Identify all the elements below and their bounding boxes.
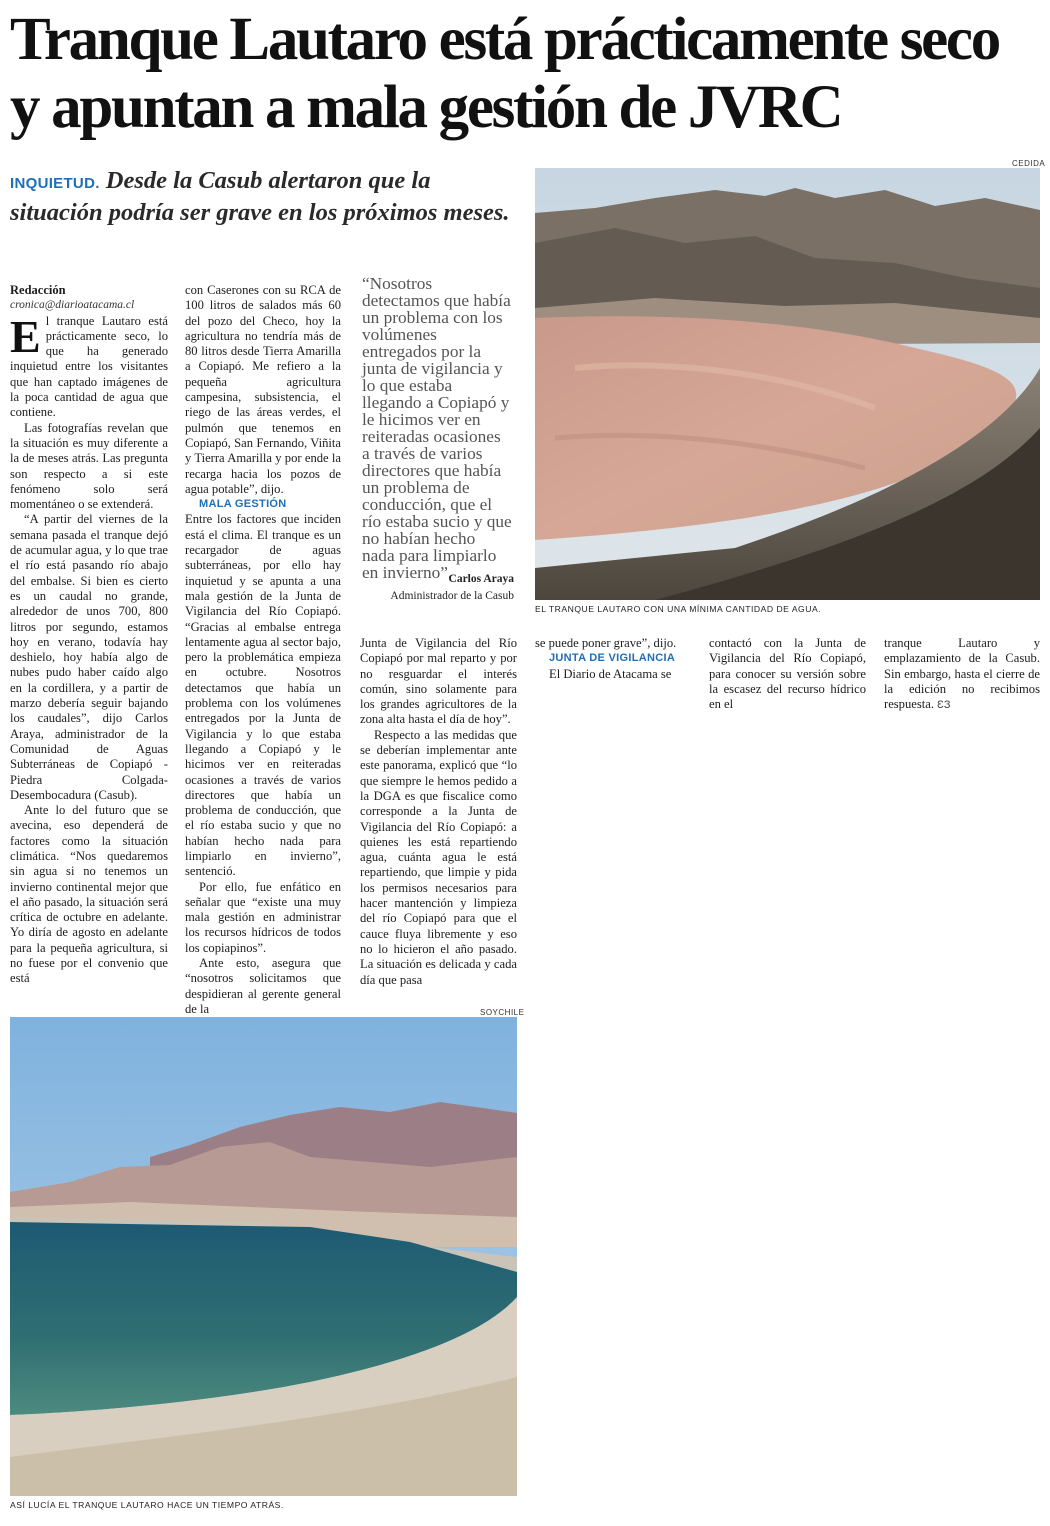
end-mark-icon: ƐЗ [937,699,951,712]
subhead-junta-de-vigilancia: JUNTA DE VIGILANCIA [549,652,676,665]
article-column-4 [535,636,690,682]
paragraph: Respecto a las medidas que se deberían implementar ante este panorama, explicó que “lo que siempre le hemos pedido a la DGA es que fiscalice como corresponde a la Junta de Vigilancia del Río Copiapó: a quienes les está repartiendo agua, cuánta agua le está repartiendo, que limpie y pida los permisos necesarios para hacer mantención y limpieza del río Copiapó para que el cauce fluya libremente y eso no lo hicieron el año pasado. La situación es delicada y cada día que pasa [360,727,517,987]
byline-email[interactable]: cronica@diarioatacama.cl [10,299,135,312]
paragraph: Junta de Vigilancia del Río Copiapó por mal reparto y por no resguardar el interés común, sino solamente para los grandes agricultores de la zona alta hasta el día de hoy”. [360,636,517,727]
paragraph: se puede poner grave”, dijo. [535,636,677,650]
article-column-2 [185,283,341,1017]
byline-name: Redacción [10,283,66,297]
pull-quote: “Nosotros detectamos que había un problema con los volúmenes entregados por la junta de vigilancia y lo que estaba llegando a Copiapó y le hicimos ver en reiteradas ocasiones a través de varios directores que había un problema de conducción, que el río estaba sucio y que no habían hecho nada para limpiarlo en invierno”. [362,274,512,582]
headline: Tranque Lautaro está prácticamente seco y apuntan a mala gestión de JVRC [10,6,999,141]
paragraph: con Caserones con su RCA de 100 litros de salados más 60 del pozo del Checo, hoy la agricultura no tendría más de 80 litros desde Tierra Amarilla a Copiapó. Me refiero a la pequeña agricultura campesina, subsistencia, el riego de las áreas verdes, el pulmón que tenemos en Copiapó, San Fernando, Viñita y Tierra Amarilla y por ende la recarga hacia los pozos de agua potable”, dijo. [185,283,341,496]
dry-reservoir-photo [535,168,1040,600]
paragraph: Las fotografías revelan que la situación es muy diferente a la de meses atrás. Las pregunta son respecto a si este fenómeno solo será momentáneo o se extenderá. [10,420,168,512]
paragraph: “A partir del viernes de la semana pasada el tranque dejó de acumular agua, y lo que trae el río está pasando río abajo del embalse. Si bien es cierto es un caudal no grande, alrededor de unos 700, 800 litros por segundo, estamos hoy en verano, todavía hay deshielo, hoy había algo de nubes pudo haber caído algo en la cordillera, y a partir de marzo debería seguir bajando los caudales”, dijo Carlos Araya, administrador de la Comunidad de Aguas Subterráneas de Copiapó -Piedra Colgada- Desembocadura (Casub). [10,512,168,802]
drop-cap: E [10,310,41,362]
photo-caption: EL TRANQUE LAUTARO CON UNA MÍNIMA CANTIDAD DE AGUA. [535,604,822,614]
pull-quote-role: Administrador de la Casub [390,590,514,602]
pull-quote-author: Carlos Araya [448,573,514,585]
photo-caption: ASÍ LUCÍA EL TRANQUE LAUTARO HACE UN TIEMPO ATRÁS. [10,1500,284,1510]
subhead-mala-gestion: MALA GESTIÓN [199,498,287,511]
first-paragraph: El tranque Lautaro está prácticamente seco, lo que ha generado inquietud entre los visitantes que han captado imágenes de la poca cantidad de agua que contiene. [10,310,168,420]
lead-text: Desde la Casub alertaron que la situación podría ser grave en los próximos meses. [10,167,510,226]
article-column-6 [884,636,1040,713]
lead-tag: INQUIETUD. [10,175,100,192]
article-column-5 [709,636,866,712]
lead-deck [10,166,515,227]
article-column-1 [10,283,168,987]
paragraph: Ante lo del futuro que se avecina, eso dependerá de factores como la situación climática. “Nos quedaremos sin agua si no tenemos un invierno continental mejor que el año pasado, la situación será crítica de octubre en adelante. Yo diría de agosto en adelante para la pequeña agricultura, si no fuese por el convenio que está [10,803,168,986]
paragraph: Entre los factores que inciden está el clima. El tranque es un recargador de aguas subterráneas, por ello hay inquietud y se apunta a una mala gestión de la Junta de Vigilancia del Río Copiapó. “Gracias al embalse entrega lentamente agua al sector bajo, pero la problemática empieza en octubre. Nosotros detectamos que había un problema con los volúmenes entregados por la Junta de Vigilancia y lo que estaba llegando a Copiapó y le hicimos ver en reiteradas ocasiones a través de varios directores que había un problema de conducción, que el río estaba sucio y que no habían hecho nada para limpiarlo en invierno”, sentenció. [185,512,341,879]
article-column-3 [360,636,517,988]
paragraph: Por ello, fue enfático en señalar que “existe una muy mala gestión en administrar los recursos hídricos de todos los copiapinos”. [185,879,341,955]
paragraph: El Diario de Atacama se [549,666,672,681]
photo-credit: SOYCHILE [480,1008,525,1017]
photo-credit: CEDIDA [1012,159,1046,168]
paragraph: tranque Lautaro y emplazamiento de la Casub. Sin embargo, hasta el cierre de la edición no recibimos respuesta. ƐЗ [884,636,1040,712]
paragraph: contactó con la Junta de Vigilancia del Río Copiapó, para conocer su versión sobre la escasez del recurso hídrico en el [709,636,866,712]
paragraph: Ante esto, asegura que “nosotros solicitamos que despidieran al gerente general de la [185,956,341,1016]
full-reservoir-photo [10,1017,517,1496]
